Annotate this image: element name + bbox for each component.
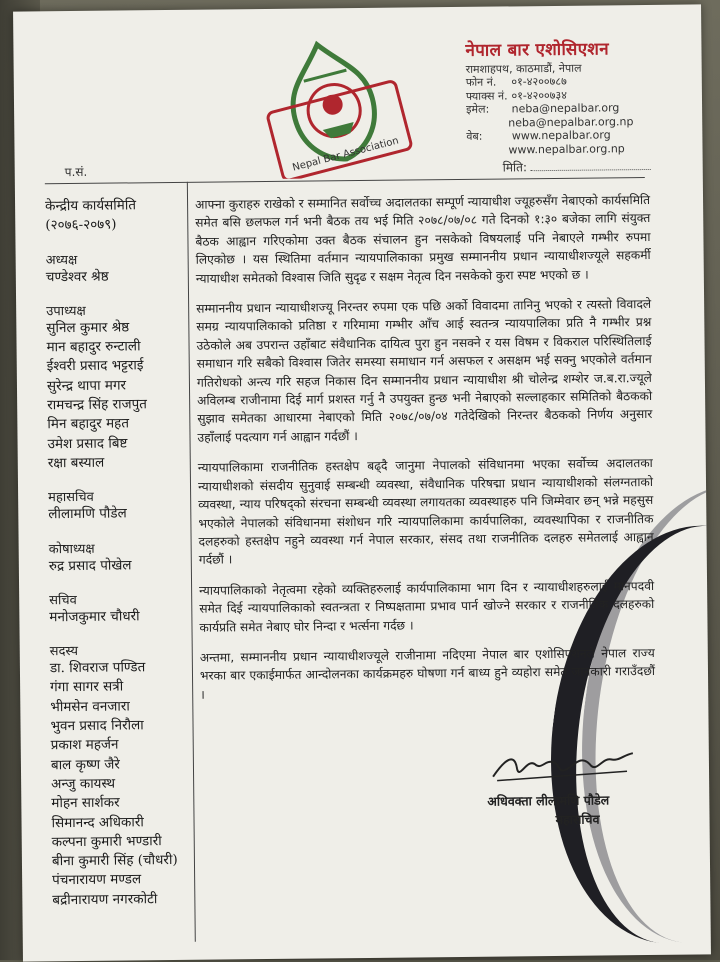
letter-page — [13, 4, 711, 961]
nepal-bar-logo-icon — [255, 37, 416, 179]
group-heading-treasurer: कोषाध्यक्ष — [48, 541, 95, 557]
member-name: बाल कृष्ण जैरे — [50, 756, 120, 773]
signatory-name: अधिवक्ता लीलामणि पौडेल — [487, 792, 610, 809]
member-name: सिमानन्द अधिकारी — [51, 813, 144, 831]
committee-term: (२०७६-२०७९) — [45, 216, 117, 234]
phone-value: ०१-४२००७८७ — [511, 74, 567, 89]
member-name: बद्रीनारायण नगरकोटी — [52, 890, 158, 908]
member-name: ईश्वरी प्रसाद भट्टराई — [46, 357, 144, 375]
web-label: वेब: — [466, 129, 483, 143]
member-name: रक्षा बस्याल — [47, 454, 105, 472]
member-name: रामचन्द्र सिंह राजपुत — [47, 396, 148, 414]
web-value-2: www.nepalbar.org.np — [508, 141, 625, 156]
web-value-1: www.nepalbar.org — [511, 128, 611, 143]
letterhead-contact — [465, 39, 686, 157]
group-heading-members: सदस्य — [49, 644, 79, 660]
phone-label: फोन नं. — [465, 75, 497, 89]
body-paragraph: न्यायपालिकाको नेतृत्वमा रहेको व्यक्तिहरुलाई कार्यपालिकामा भाग दिन र न्यायाधीशहरुलाई मानपदवी समेत दिई न्यायपालिकाको स्वतन्त्रता र निष्पक्षतामा प्रभाव पार्न खोज्ने सरकार र राजनीतिक दलहरुको कार्यप्रति समेत नेबाए घोर निन्दा र भर्त्सना गर्दछ । — [199, 578, 655, 635]
member-name: उमेश प्रसाद बिष्ट — [47, 435, 128, 452]
member-name: मनोजकुमार चौधरी — [49, 608, 140, 626]
member-name: भुवन प्रसाद निरौला — [50, 717, 144, 735]
member-name: मोहन सार्शकर — [51, 794, 120, 812]
email-value-1: neba@nepalbar.org — [511, 101, 620, 116]
member-name: गंगा सागर सत्री — [50, 678, 124, 696]
group-heading-president: अध्यक्ष — [45, 252, 78, 268]
member-name: सुरेन्द्र थापा मगर — [46, 377, 127, 395]
group-heading-secretary: सचिव — [49, 592, 77, 609]
org-address: रामशाहपथ, काठमाडौं, नेपाल — [465, 61, 582, 76]
member-name: सुनिल कुमार श्रेष्ठ — [46, 319, 130, 337]
letter-body — [195, 191, 655, 716]
member-name: चण्डेश्वर श्रेष्ठ — [45, 268, 109, 285]
fax-value: ०१-४२००७३४ — [511, 88, 567, 102]
body-paragraph: न्यायपालिकामा राजनीतिक हस्तक्षेप बढ्दै जानुमा नेपालको संविधानमा भएका सर्वोच्च अदालतका न्यायाधीशको संसदीय सुनुवाई सम्बन्धी व्यवस्था, संवैधानिक परिषद्मा प्रधान न्यायाधीशको संलग्नताको व्यवस्था, न्याय परिषद्को संरचना सम्बन्धी व्यवस्था लगायतका व्यवस्थाहरु पनि जिम्मेवार छन् भन्ने महसुस भएकोले नेपालको संविधानमा संशोधन गरि न्यायपालिकामा कार्यपालिका, व्यवस्थापिका र राजनीतिक दलहरुको हस्तक्षेप नहुने व्यवस्था गर्न नेपाल सरकार, संसद तथा राजनीतिक दलहरु समेतलाई आह्वान गर्दछौं । — [197, 456, 654, 568]
body-paragraph: आफ्ना कुराहरु राखेको र सम्मानित सर्वोच्च अदालतका सम्पूर्ण न्यायाधीश ज्यूहरुसँग नेबाएको कार्यसमिति समेत बसि छलफल गर्न भनी बैठक तय भई मिति २०७८/०७/०८ गते दिनको १:३० बजेका लागि संयुक्त बैठक आह्वान गरिएकोमा उक्त बैठक संचालन हुन नसकेको विषयलाई पनि नेबाएले गम्भीर रुपमा लिएकोछ । यस स्थितिमा वर्तमान न्यायपालिकाका प्रमुख सम्माननीय प्रधान न्यायाधीशज्यूले सहकर्मी न्यायाधीश समेतको विश्वास जिति सुदृढ र सक्षम नेतृत्व दिन नसकेको कुरा स्पष्ट भएको छ । — [195, 192, 651, 286]
body-paragraph: सम्माननीय प्रधान न्यायाधीशज्यू निरन्तर रुपमा एक पछि अर्को विवादमा तानिनु भएको र त्यस्तो विवादले समग्र न्यायपालिकाको प्रतिष्ठा र गरिमामा गम्भीर आँच आई स्वतन्त्र न्यायपालिका प्रति नै गम्भीर प्रश्न उठेकोले अब उपरान्त उहाँबाट संवैधानिक दायित्व पुरा हुन नसक्ने र यस विषम र विकराल परिस्थितिलाई समाधान गरि सबैको विश्वास जितेर समस्या समाधान गर्न असफल र असक्षम भई सक्नु भएकोले वर्तमान गतिरोधको अन्त्य गरि सहज निकास दिन सम्माननीय प्रधान न्यायाधीश श्री चोलेन्द्र शम्शेर ज.ब.रा.ज्यूले अविलम्ब राजीनामा दिई मार्ग प्रशस्त गर्नु नै उपयुक्त हुन्छ भनी नेबाएको सल्लाहकार समितिको बैठकको सुझाव समेतका आधारमा नेबाएको मिति २०७८/०७/०४ गतेदेखिको निरन्तर बैठकको निर्णय अनुसार उहाँलाई पदत्याग गर्न आह्वान गर्दछौं । — [196, 296, 653, 445]
member-name: मिन बहादुर महत — [47, 415, 130, 433]
member-name: प्रकाश महर्जन — [50, 736, 119, 754]
member-name: बीना कुमारी सिंह (चौधरी) — [51, 852, 178, 870]
date-field — [503, 157, 651, 176]
member-name: भीमसेन वनजारा — [50, 698, 130, 716]
member-name: पंचनारायण मण्डल — [52, 871, 142, 889]
signature-block — [487, 745, 648, 829]
reference-number-label: प.सं. — [64, 164, 88, 180]
member-name: मान बहादुर रुन्टाली — [46, 338, 141, 356]
group-heading-general-secretary: महासचिव — [48, 490, 94, 506]
logo-lettering: Nepal Bar Association — [291, 135, 400, 174]
member-name: अन्जु कायस्थ — [51, 775, 116, 793]
signatory-title: महासचिव — [555, 811, 600, 827]
member-name: कल्पना कुमारी भण्डारी — [51, 832, 162, 851]
member-name: लीलामणि पौडेल — [48, 505, 127, 523]
fax-label: फ्याक्स नं. — [465, 88, 508, 103]
member-name: रुद्र प्रसाद पोखेल — [48, 556, 132, 574]
email-value-2: neba@nepalbar.org.np — [508, 114, 634, 129]
date-label: मिति: — [502, 160, 528, 175]
org-name: नेपाल बार एशोसिएशन — [465, 39, 610, 61]
date-blank-line — [531, 169, 651, 171]
committee-title: केन्द्रीय कार्यसमिति — [45, 197, 137, 215]
committee-sidebar — [45, 196, 192, 910]
handwritten-signature-icon — [487, 745, 637, 787]
email-label: इमेल: — [466, 102, 490, 116]
group-heading-vice-president: उपाध्यक्ष — [46, 303, 86, 320]
member-name: डा. शिवराज पण्डित — [49, 659, 146, 677]
body-paragraph: अन्तमा, सम्माननीय प्रधान न्यायाधीशज्यूले राजीनामा नदिएमा नेपाल बार एशोसिएशनले नेपाल राज्य भरका बार एकाईमार्फत आन्दोलनका कार्यक्रमहरु घोषणा गर्न बाध्य हुने व्यहोरा समेत जानकारी गराउँदछौं । — [199, 645, 656, 702]
